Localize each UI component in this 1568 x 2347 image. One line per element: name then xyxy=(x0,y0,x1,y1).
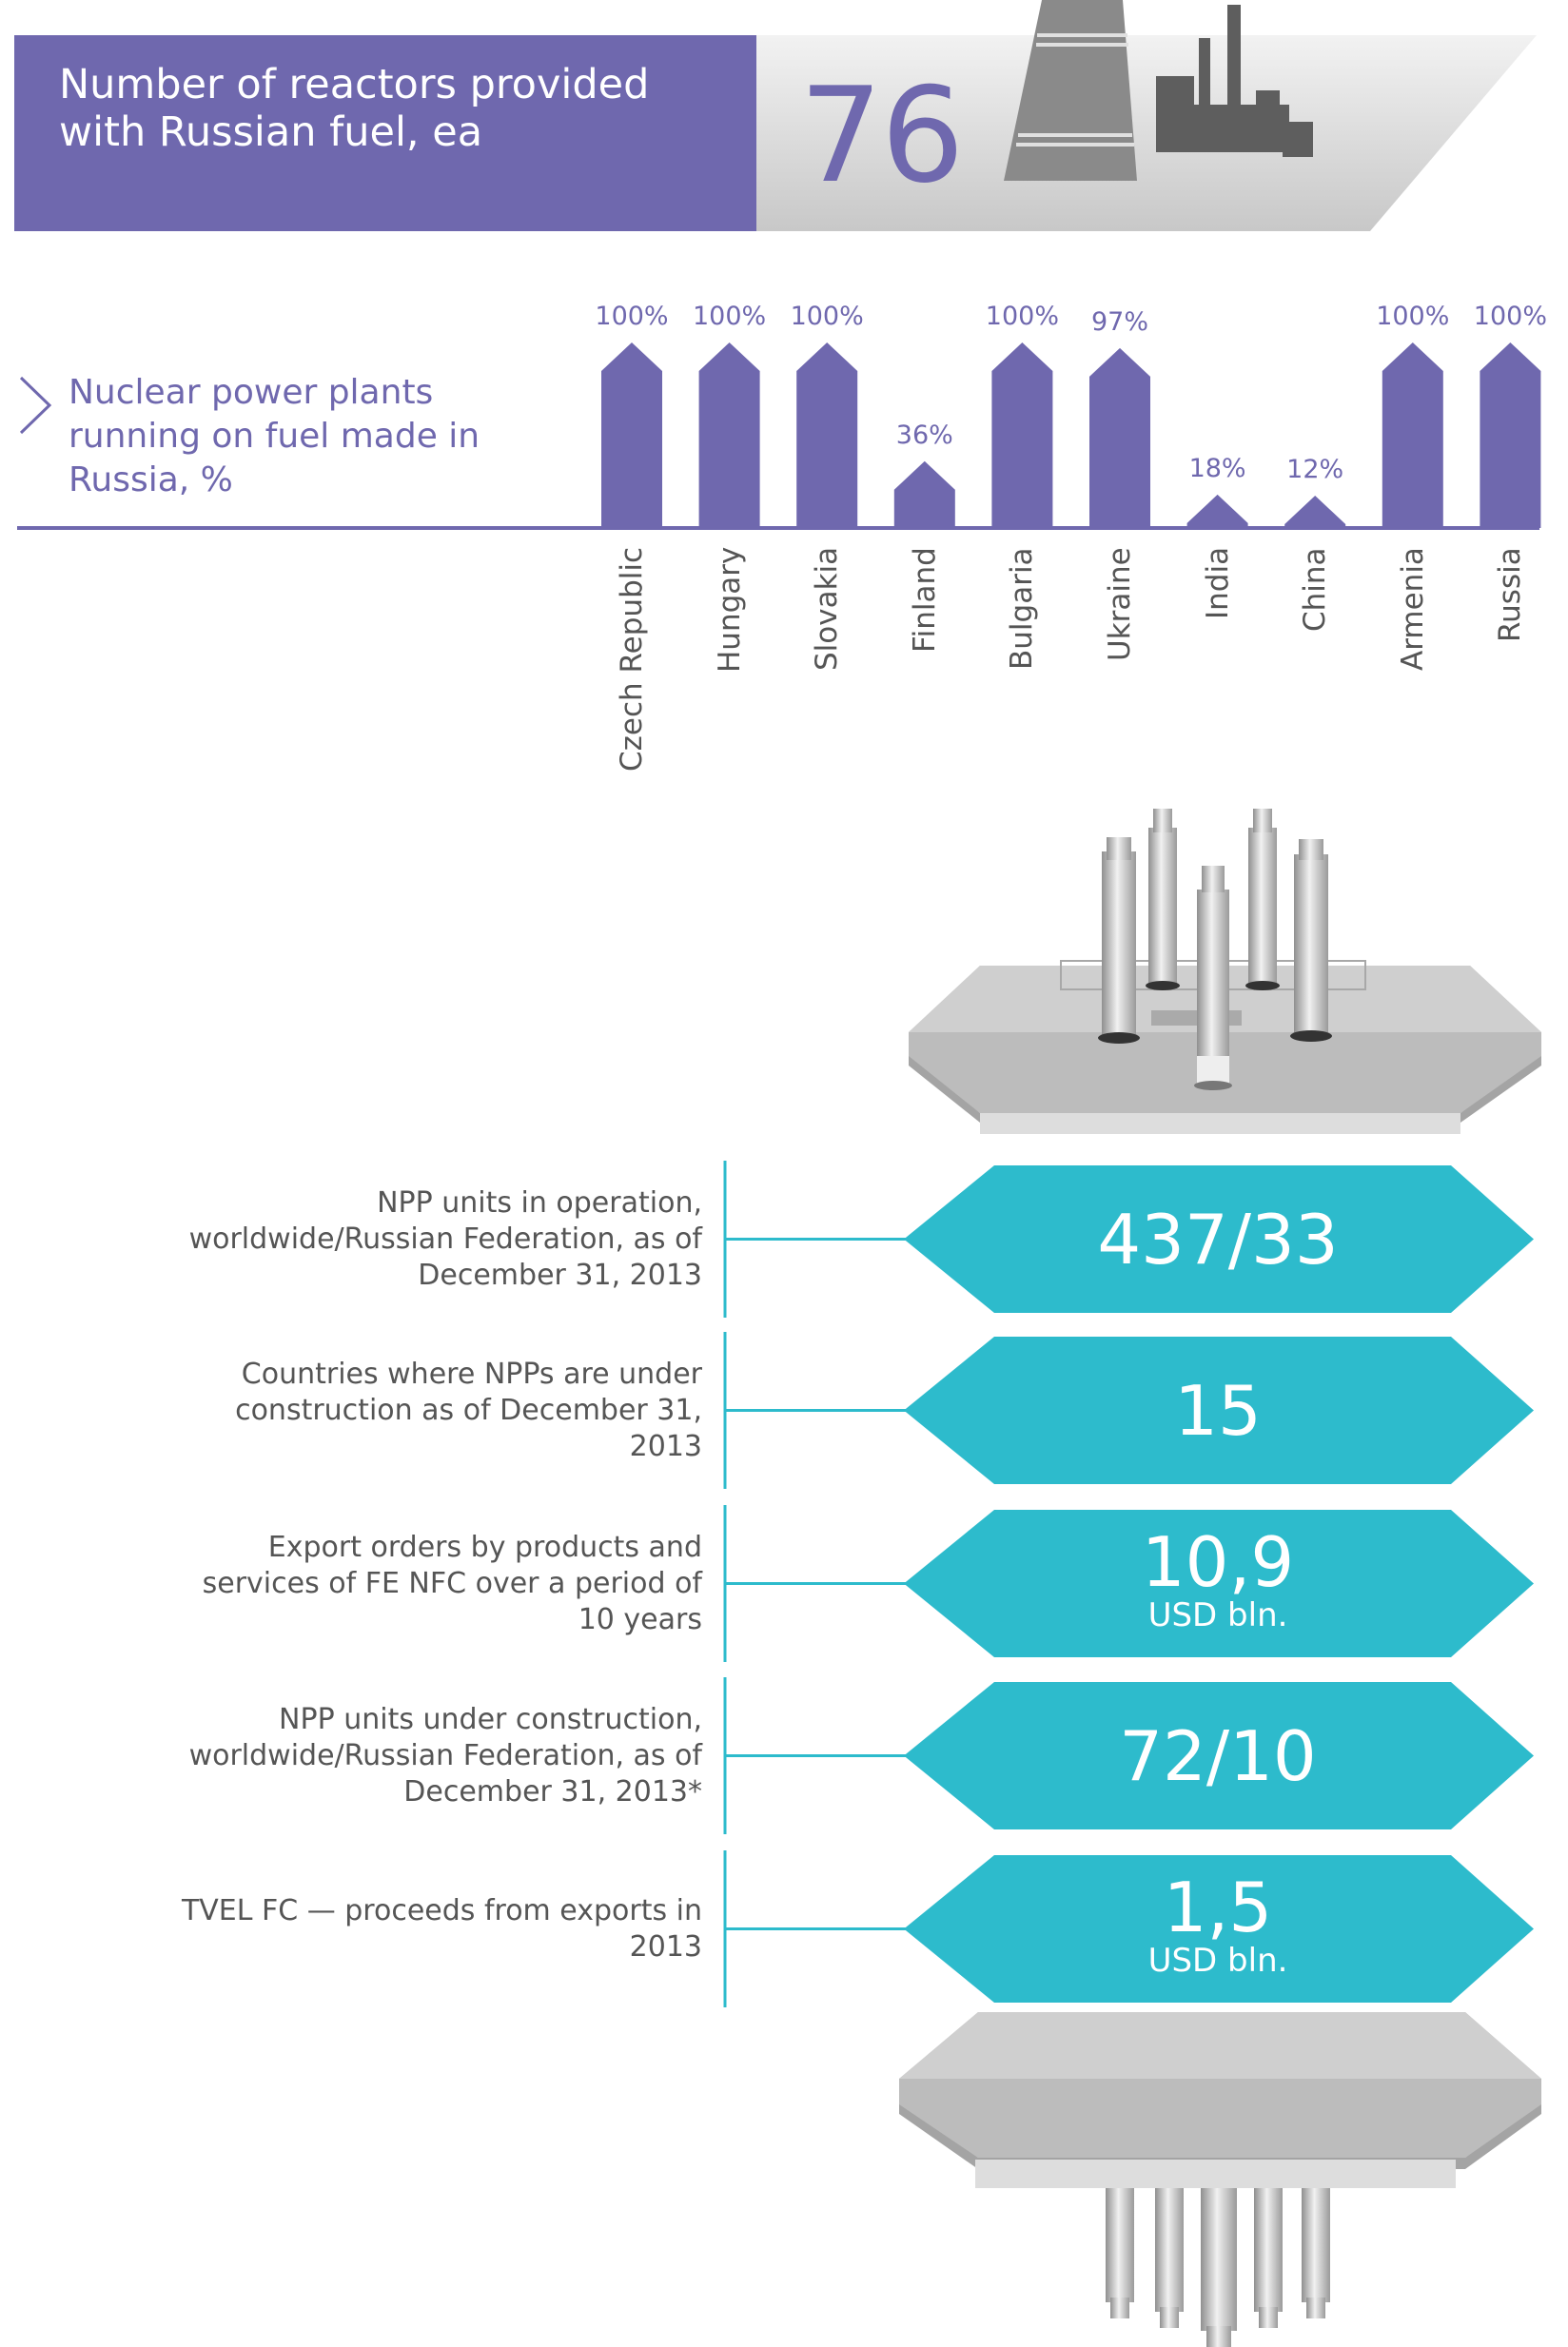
stat-unit: USD bln. xyxy=(1147,1595,1288,1634)
stat-label: NPP units in operation, worldwide/Russian Federation, as of December 31, 2013 xyxy=(188,1185,702,1292)
stat-unit: USD bln. xyxy=(1147,1941,1288,1980)
bar-value-label: 100% xyxy=(1376,302,1450,331)
bar-value-label: 36% xyxy=(895,420,953,450)
x-tick-label: Slovakia xyxy=(810,546,845,671)
stat-label: TVEL FC — proceeds from exports in 2013 xyxy=(181,1893,702,1964)
bar-value-label: 100% xyxy=(595,302,669,331)
bar-value-label: 100% xyxy=(1473,302,1547,331)
bar-value-label: 100% xyxy=(985,302,1059,331)
stat-label: Export orders by products and services of FE NFC over a period of 10 years xyxy=(202,1530,702,1636)
stat-label: Countries where NPPs are under construction as of December 31, 2013 xyxy=(235,1357,702,1463)
stat-value: 15 xyxy=(1174,1370,1262,1451)
fuel-assembly-top-icon xyxy=(909,809,1541,1134)
banner-value: 76 xyxy=(799,59,963,212)
bar-value-label: 18% xyxy=(1188,453,1246,483)
stat-value: 72/10 xyxy=(1119,1715,1317,1796)
x-tick-label: Armenia xyxy=(1395,547,1430,671)
stat-value: 437/33 xyxy=(1097,1199,1339,1280)
fuel-assembly-bottom-icon xyxy=(899,2012,1541,2347)
stat-value: 10,9 xyxy=(1141,1521,1295,1602)
bar-value-label: 100% xyxy=(790,302,864,331)
x-tick-label: Czech Republic xyxy=(615,546,649,772)
banner-title: Number of reactors provided with Russian fuel, ea xyxy=(59,61,650,156)
x-tick-label: India xyxy=(1200,546,1235,619)
x-tick-label: Russia xyxy=(1493,547,1528,642)
stat-value: 1,5 xyxy=(1163,1867,1273,1947)
x-tick-label: Finland xyxy=(907,547,942,653)
bar-value-label: 97% xyxy=(1090,306,1148,337)
x-tick-label: Bulgaria xyxy=(1005,547,1040,670)
stat-label: NPP units under construction, worldwide/Russian Federation, as of December 31, 2013* xyxy=(188,1702,702,1809)
x-tick-label: Ukraine xyxy=(1103,547,1137,661)
x-tick-label: Hungary xyxy=(712,546,747,673)
chart-title: Nuclear power plants running on fuel made in Russia, % xyxy=(69,373,480,499)
bar-value-label: 100% xyxy=(692,302,767,331)
x-tick-label: China xyxy=(1298,547,1333,632)
bar-value-label: 12% xyxy=(1286,455,1344,484)
